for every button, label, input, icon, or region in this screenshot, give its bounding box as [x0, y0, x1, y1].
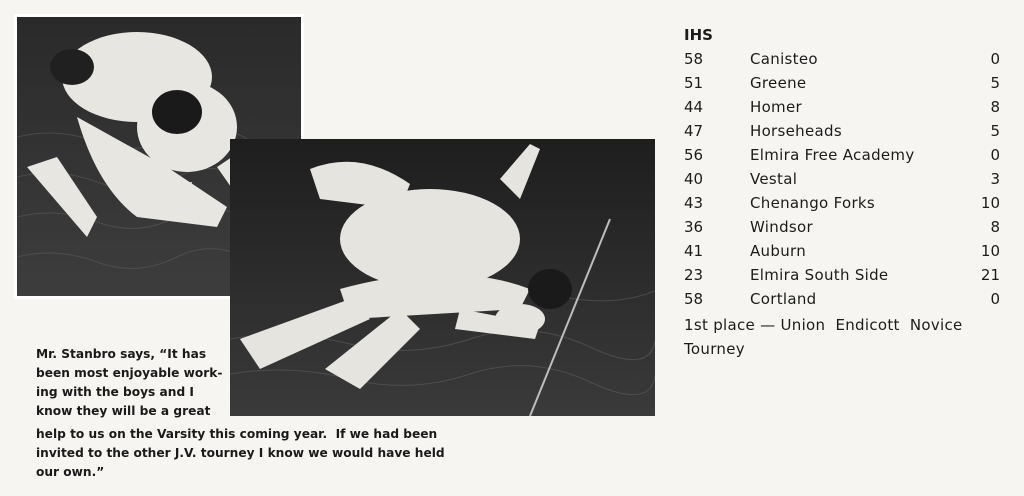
opponent-score: 10 — [980, 194, 1000, 212]
tourney-note-line: Tourney — [684, 340, 745, 358]
caption-line: our own.” — [36, 465, 105, 479]
ihs-score: 44 — [684, 98, 704, 116]
opponent-name: Windsor — [750, 218, 813, 236]
opponent-score: 21 — [980, 266, 1000, 284]
ihs-score: 23 — [684, 266, 704, 284]
caption-line: help to us on the Varsity this coming year. If we had been — [36, 427, 438, 441]
ihs-score: 40 — [684, 170, 704, 188]
opponent-score: 5 — [990, 122, 1000, 140]
ihs-score: 47 — [684, 122, 704, 140]
table-row — [684, 74, 1000, 98]
table-row — [684, 50, 1000, 74]
caption-line: been most enjoyable work- — [36, 366, 223, 380]
ihs-score: 36 — [684, 218, 704, 236]
opponent-score: 3 — [990, 170, 1000, 188]
ihs-score: 43 — [684, 194, 704, 212]
table-row — [684, 290, 1000, 314]
ihs-score: 41 — [684, 242, 704, 260]
table-row — [684, 242, 1000, 266]
ihs-score: 56 — [684, 146, 704, 164]
opponent-score: 0 — [990, 290, 1000, 308]
opponent-name: Vestal — [750, 170, 798, 188]
opponent-score: 0 — [990, 50, 1000, 68]
caption-line: ing with the boys and I — [36, 385, 194, 399]
wrestling-photo-bottom — [230, 139, 655, 416]
tourney-note-line: 1st place — Union Endicott Novice — [684, 316, 963, 334]
table-row — [684, 146, 1000, 170]
opponent-name: Horseheads — [750, 122, 842, 140]
table-row — [684, 218, 1000, 242]
caption-line: invited to the other J.V. tourney I know we would have held — [36, 446, 445, 460]
opponent-score: 0 — [990, 146, 1000, 164]
table-row — [684, 194, 1000, 218]
table-header-ihs: IHS — [684, 26, 713, 44]
opponent-score: 8 — [990, 218, 1000, 236]
caption-line: know they will be a great — [36, 404, 211, 418]
table-row — [684, 170, 1000, 194]
table-row — [684, 122, 1000, 146]
opponent-name: Canisteo — [750, 50, 818, 68]
table-row — [684, 266, 1000, 290]
opponent-name: Chenango Forks — [750, 194, 876, 212]
opponent-name: Greene — [750, 74, 807, 92]
ihs-score: 58 — [684, 290, 704, 308]
opponent-name: Homer — [750, 98, 802, 116]
opponent-name: Elmira South Side — [750, 266, 889, 284]
opponent-name: Auburn — [750, 242, 807, 260]
opponent-score: 8 — [990, 98, 1000, 116]
ihs-score: 51 — [684, 74, 704, 92]
opponent-score: 5 — [990, 74, 1000, 92]
opponent-name: Cortland — [750, 290, 817, 308]
table-row — [684, 98, 1000, 122]
opponent-score: 10 — [980, 242, 1000, 260]
opponent-name: Elmira Free Academy — [750, 146, 915, 164]
ihs-score: 58 — [684, 50, 704, 68]
caption-line: Mr. Stanbro says, “It has — [36, 347, 207, 361]
